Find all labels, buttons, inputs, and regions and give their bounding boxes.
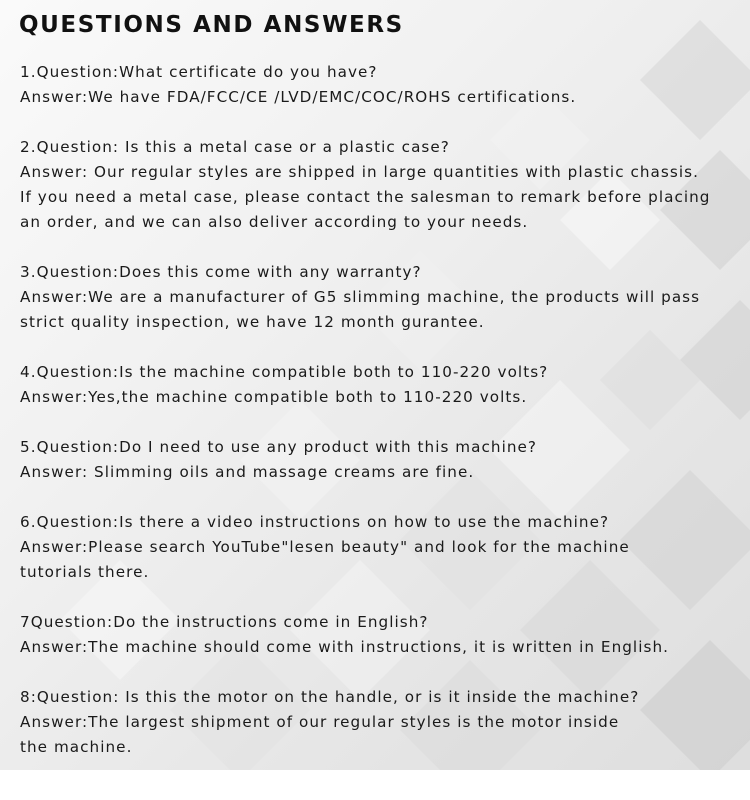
qa-item [20, 60, 735, 110]
qa-item [20, 360, 735, 410]
question-text: 5.Question:Do I need to use any product with this machine? [20, 438, 538, 456]
answer-text: Answer:The largest shipment of our regular styles is the motor inside [20, 713, 620, 731]
answer-text: If you need a metal case, please contact the salesman to remark before placing [20, 188, 711, 206]
qa-item [20, 135, 735, 235]
question-text: 4.Question:Is the machine compatible both to 110-220 volts? [20, 363, 549, 381]
qa-item [20, 435, 735, 485]
question-text: 7Question:Do the instructions come in English? [20, 613, 429, 631]
qa-item [20, 510, 735, 585]
answer-text: tutorials there. [20, 563, 150, 581]
answer-text: Answer:The machine should come with instructions, it is written in English. [20, 638, 669, 656]
qa-list [20, 60, 735, 770]
question-text: 2.Question: Is this a metal case or a plastic case? [20, 138, 450, 156]
answer-text: Answer:Please search YouTube"lesen beauty" and look for the machine [20, 538, 630, 556]
qa-item [20, 260, 735, 335]
answer-text: Answer:We are a manufacturer of G5 slimming machine, the products will pass [20, 288, 701, 306]
question-text: 6.Question:Is there a video instructions on how to use the machine? [20, 513, 610, 531]
answer-text: the machine. [20, 738, 133, 756]
page-title: QUESTIONS AND ANSWERS [19, 12, 404, 38]
qa-item [20, 685, 735, 760]
answer-text: Answer: Slimming oils and massage creams are fine. [20, 463, 475, 481]
answer-text: Answer:Yes,the machine compatible both to 110-220 volts. [20, 388, 528, 406]
question-text: 8:Question: Is this the motor on the handle, or is it inside the machine? [20, 688, 640, 706]
answer-text: an order, and we can also deliver according to your needs. [20, 213, 529, 231]
answer-text: strict quality inspection, we have 12 month gurantee. [20, 313, 485, 331]
answer-text: Answer: Our regular styles are shipped in large quantities with plastic chassis. [20, 163, 699, 181]
question-text: 3.Question:Does this come with any warranty? [20, 263, 422, 281]
answer-text: Answer:We have FDA/FCC/CE /LVD/EMC/COC/ROHS certifications. [20, 88, 577, 106]
qa-item [20, 610, 735, 660]
question-text: 1.Question:What certificate do you have? [20, 63, 378, 81]
